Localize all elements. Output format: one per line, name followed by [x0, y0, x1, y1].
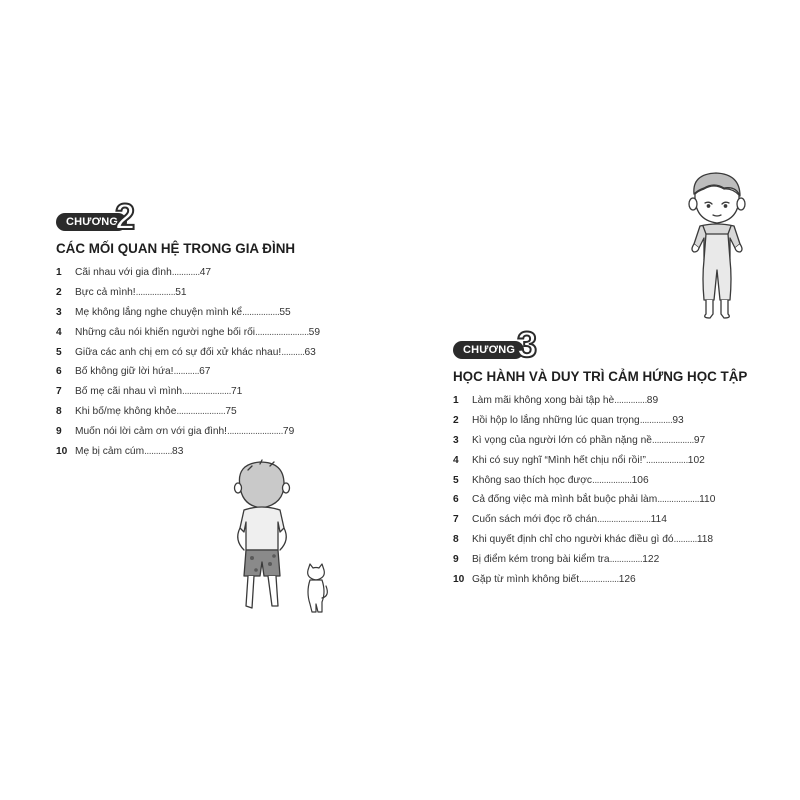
chapter-3-number: 3 — [517, 324, 538, 365]
chapter-2-label: CHƯƠNG — [56, 213, 127, 231]
toc-entry-page: 59 — [308, 326, 320, 338]
toc-entry-number: 6 — [56, 366, 62, 378]
toc-entry-title: Bực cả mình! — [75, 287, 136, 299]
toc-entry-number: 9 — [56, 425, 62, 437]
toc-entry-number: 3 — [453, 434, 459, 446]
toc-entry-number: 5 — [56, 346, 62, 358]
toc-entry-leader: ................. — [579, 573, 619, 585]
toc-entry[interactable] — [453, 490, 783, 510]
chapter-2-toc — [56, 263, 386, 461]
toc-entry-title: Cuốn sách mới đọc rõ chán — [472, 514, 598, 526]
toc-entry[interactable] — [453, 431, 783, 451]
toc-entry-number: 2 — [453, 415, 459, 427]
chapter-2-section — [56, 196, 386, 461]
toc-entry[interactable] — [56, 342, 386, 362]
toc-entry[interactable] — [56, 303, 386, 323]
toc-entry-leader: ....................... — [255, 326, 309, 338]
toc-entry-number: 8 — [453, 533, 459, 545]
chapter-2-title: CÁC MỐI QUAN HỆ TRONG GIA ĐÌNH — [56, 241, 296, 256]
chapter-3-header — [453, 324, 783, 367]
toc-entry-title: Bố mẹ cãi nhau vì mình — [75, 386, 183, 398]
toc-entry-page: 110 — [699, 494, 716, 506]
toc-entry-number: 1 — [453, 395, 459, 407]
chapter-2-number: 2 — [115, 196, 136, 237]
toc-entry-leader: .............. — [614, 395, 647, 407]
toc-entry-number: 1 — [56, 267, 62, 279]
toc-entry-page: 106 — [631, 474, 649, 486]
toc-entry[interactable] — [453, 549, 783, 569]
cat-illustration — [302, 562, 330, 616]
toc-entry-page: 126 — [618, 573, 636, 585]
toc-entry-leader: .............. — [609, 553, 643, 565]
toc-entry-page: 102 — [687, 454, 705, 466]
toc-entry-number: 2 — [56, 287, 62, 299]
toc-entry-number: 7 — [56, 386, 62, 398]
toc-entry[interactable] — [56, 382, 386, 402]
toc-entry-title: Kì vọng của người lớn có phần nặng nề — [472, 434, 652, 446]
toc-entry[interactable] — [453, 510, 783, 530]
toc-entry[interactable] — [56, 322, 386, 342]
toc-entry-page: 51 — [175, 287, 187, 299]
toc-entry[interactable] — [453, 391, 783, 411]
toc-entry-title: Khi có suy nghĩ “Mình hết chịu nổi rồi!” — [472, 454, 646, 466]
toc-entry-page: 79 — [282, 425, 295, 437]
toc-entry[interactable] — [56, 263, 386, 283]
toc-entry-leader: ....................... — [597, 514, 651, 526]
toc-entry-number: 10 — [56, 445, 68, 457]
toc-entry-leader: .................. — [657, 494, 700, 506]
toc-entry-leader: ................ — [242, 306, 280, 318]
toc-entry-leader: ................. — [591, 474, 632, 486]
toc-entry-title: Mẹ không lắng nghe chuyện mình kể — [75, 306, 243, 318]
toc-entry[interactable] — [453, 470, 783, 490]
toc-entry[interactable] — [56, 441, 386, 461]
toc-entry-title: Cả đống việc mà mình bắt buộc phải làm — [472, 494, 658, 506]
chapter-3-title: HỌC HÀNH VÀ DUY TRÌ CẢM HỨNG HỌC TẬP — [453, 369, 748, 384]
toc-entry-title: Bố không giữ lời hứa! — [75, 366, 174, 378]
toc-entry-leader: .............. — [639, 415, 673, 427]
toc-entry-title: Gặp từ mình không biết — [472, 573, 580, 585]
toc-entry[interactable] — [56, 402, 386, 422]
toc-entry-page: 75 — [225, 405, 237, 417]
toc-entry[interactable] — [453, 530, 783, 550]
toc-entry-page: 114 — [650, 514, 667, 526]
toc-entry-title: Khi quyết định chỉ cho người khác điều gì đó — [472, 533, 674, 545]
toc-entry-number: 6 — [453, 494, 459, 506]
toc-entry-number: 5 — [453, 474, 459, 486]
toc-entry-title: Muốn nói lời cảm ơn với gia đình! — [75, 425, 227, 437]
toc-entry-number: 9 — [453, 553, 459, 565]
toc-entry-page: 83 — [172, 445, 184, 457]
toc-entry-number: 4 — [453, 454, 459, 466]
toc-entry[interactable] — [56, 283, 386, 303]
toc-entry-page: 97 — [693, 434, 706, 446]
toc-entry-page: 89 — [646, 395, 659, 407]
chapter-3-section — [453, 324, 783, 589]
toc-entry-leader: ................. — [135, 287, 176, 299]
toc-entry[interactable] — [453, 411, 783, 431]
toc-entry-page: 55 — [279, 306, 291, 318]
toc-entry-number: 7 — [453, 514, 459, 526]
toc-entry-leader: ........... — [173, 366, 200, 378]
toc-entry[interactable] — [56, 362, 386, 382]
child-in-overalls-illustration — [680, 168, 755, 328]
toc-entry-title: Làm mãi không xong bài tập hè — [472, 395, 615, 407]
toc-entry-title: Hồi hộp lo lắng những lúc quan trọng — [472, 415, 640, 427]
toc-entry-leader: .......... — [673, 533, 697, 545]
toc-entry-title: Những câu nói khiến người nghe bối rối — [75, 326, 256, 338]
toc-entry-page: 122 — [642, 553, 660, 565]
toc-entry[interactable] — [453, 569, 783, 589]
toc-entry-title: Bị điểm kém trong bài kiểm tra — [472, 553, 610, 565]
toc-entry-title: Cãi nhau với gia đình — [75, 267, 172, 279]
toc-entry-leader: ..................... — [182, 386, 231, 398]
toc-entry-leader: .................. — [651, 434, 694, 446]
chapter-2-header — [56, 196, 386, 239]
toc-entry-page: 118 — [696, 533, 714, 545]
toc-entry-number: 4 — [56, 326, 62, 338]
toc-entry-page: 71 — [230, 386, 243, 398]
chapter-3-toc — [453, 391, 783, 589]
boy-back-view-illustration — [226, 458, 301, 618]
toc-entry[interactable] — [56, 421, 386, 441]
toc-entry-title: Giữa các anh chị em có sự đối xử khác nhau! — [75, 346, 282, 358]
toc-entry-leader: ..................... — [176, 405, 226, 417]
toc-entry-title: Không sao thích học được — [472, 474, 592, 486]
toc-entry-leader: .......... — [281, 346, 305, 358]
toc-entry-leader: ............ — [144, 445, 173, 457]
toc-entry-leader: ............ — [171, 267, 200, 279]
toc-entry-leader: ........................ — [226, 425, 283, 437]
toc-entry-page: 63 — [304, 346, 316, 358]
toc-entry-number: 10 — [453, 573, 465, 585]
toc-entry-page: 93 — [672, 415, 684, 427]
toc-entry-page: 47 — [199, 267, 212, 279]
toc-entry-leader: .................. — [645, 454, 688, 466]
chapter-3-label: CHƯƠNG — [453, 341, 524, 359]
toc-entry-page: 67 — [199, 366, 211, 378]
toc-entry-number: 8 — [56, 405, 62, 417]
toc-entry-title: Khi bố/mẹ không khỏe — [75, 405, 177, 417]
toc-entry-title: Mẹ bị cảm cúm — [75, 445, 145, 457]
toc-entry-number: 3 — [56, 306, 62, 318]
toc-entry[interactable] — [453, 450, 783, 470]
